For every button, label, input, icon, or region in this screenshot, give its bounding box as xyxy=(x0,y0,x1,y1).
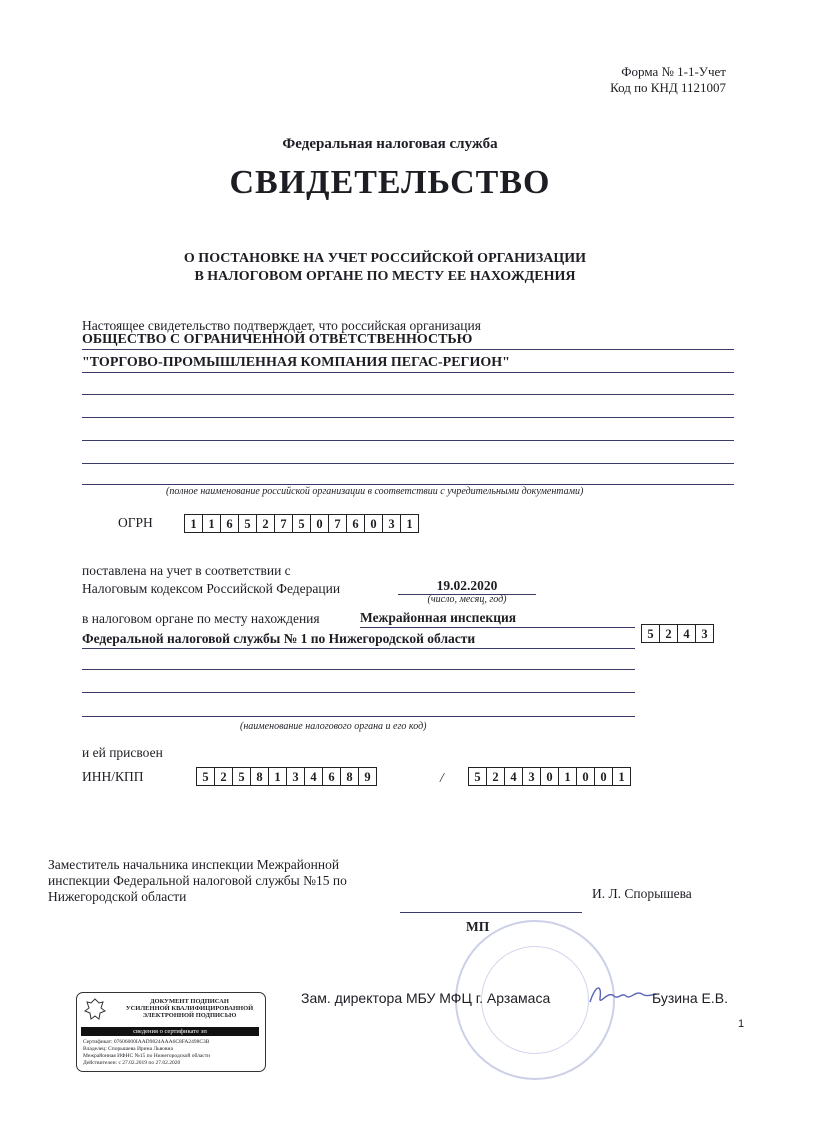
kpp-cells xyxy=(468,767,631,786)
kpp-digit: 3 xyxy=(522,767,541,786)
fill-line xyxy=(82,394,734,395)
esig-valid-value: с 27.02.2019 по 27.02.2020 xyxy=(118,1060,181,1066)
ogrn-digit: 5 xyxy=(292,514,311,533)
org-name-caption: (полное наименование российской организации в соответствии с учредительными документами) xyxy=(166,486,584,497)
ogrn-digit: 3 xyxy=(382,514,401,533)
inn-digit: 5 xyxy=(196,767,215,786)
inn-digit: 8 xyxy=(340,767,359,786)
date-caption: (число, месяц, год) xyxy=(427,594,507,605)
authority-line-2: Федеральной налоговой службы № 1 по Нижегородской области xyxy=(82,631,476,646)
position-line-1: Заместитель начальника инспекции Межрайонной xyxy=(48,857,340,872)
knd-code: Код по КНД 1121007 xyxy=(610,80,726,95)
ogrn-digit: 7 xyxy=(328,514,347,533)
mfc-signatory-name: Бузина Е.В. xyxy=(652,990,728,1006)
document-subtitle xyxy=(0,250,770,286)
inn-digit: 3 xyxy=(286,767,305,786)
esig-owner-row xyxy=(83,1046,173,1052)
authority-code-digit: 4 xyxy=(677,624,696,643)
fill-line xyxy=(82,349,734,350)
fill-line xyxy=(82,484,734,485)
kpp-digit: 4 xyxy=(504,767,523,786)
signatory-name: И. Л. Спорышева xyxy=(592,886,692,901)
org-name-line-2: "ТОРГОВО-ПРОМЫШЛЕННАЯ КОМПАНИЯ ПЕГАС-РЕГИОН" xyxy=(82,355,510,370)
position-line-3: Нижегородской области xyxy=(48,889,187,904)
fill-line xyxy=(82,669,635,670)
fill-line xyxy=(82,372,734,373)
fill-line xyxy=(82,440,734,441)
esig-cert-bar: сведения о сертификате эп xyxy=(81,1027,259,1036)
place-text: в налоговом органе по месту нахождения xyxy=(82,611,320,626)
ogrn-digit: 5 xyxy=(238,514,257,533)
esig-valid-row xyxy=(83,1060,180,1066)
signature-line xyxy=(400,912,582,913)
inn-digit: 4 xyxy=(304,767,323,786)
fill-line xyxy=(82,417,734,418)
registration-date: 19.02.2020 xyxy=(398,578,536,595)
ogrn-label: ОГРН xyxy=(118,515,153,530)
form-code-block xyxy=(610,64,726,96)
fill-line xyxy=(82,648,635,649)
ogrn-digit: 2 xyxy=(256,514,275,533)
seal-label: МП xyxy=(466,919,490,934)
assigned-text: и ей присвоен xyxy=(82,745,163,760)
inn-digit: 6 xyxy=(322,767,341,786)
esig-cert-value: 07606000IAAD9824AAA6C8FA2498C3B xyxy=(113,1039,210,1045)
form-number: Форма № 1-1-Учет xyxy=(621,64,726,79)
authority-code-cells xyxy=(641,624,714,643)
esig-line-1: ДОКУМЕНТ ПОДПИСАН xyxy=(150,998,229,1005)
esig-org-row: Межрайонная ИФНС №15 по Нижегородской области xyxy=(83,1053,211,1059)
ogrn-digit: 0 xyxy=(310,514,329,533)
agency-name: Федеральная налоговая служба xyxy=(282,136,498,152)
position-line-2: инспекции Федеральной налоговой службы №15 по xyxy=(48,873,347,888)
signatory-position xyxy=(48,857,347,905)
ogrn-digit: 1 xyxy=(202,514,221,533)
document-title: СВИДЕТЕЛЬСТВО xyxy=(229,164,551,201)
mfc-certification-text: Зам. директора МБУ МФЦ г. Арзамаса xyxy=(301,990,551,1006)
authority-code-digit: 2 xyxy=(659,624,678,643)
esig-owner-value: Спорышева Ирина Львовна xyxy=(108,1046,173,1052)
kpp-digit: 5 xyxy=(468,767,487,786)
authority-code-digit: 3 xyxy=(695,624,714,643)
fill-line xyxy=(82,716,635,717)
kpp-digit: 0 xyxy=(576,767,595,786)
inn-cells xyxy=(196,767,377,786)
inn-digit: 8 xyxy=(250,767,269,786)
kpp-digit: 1 xyxy=(558,767,577,786)
fill-line xyxy=(82,463,734,464)
ogrn-digit: 1 xyxy=(184,514,203,533)
inn-kpp-label: ИНН/КПП xyxy=(82,769,144,784)
ogrn-digit: 6 xyxy=(346,514,365,533)
inn-digit: 2 xyxy=(214,767,233,786)
kpp-digit: 0 xyxy=(540,767,559,786)
inn-digit: 5 xyxy=(232,767,251,786)
esig-cert-label: Сертификат: xyxy=(83,1039,113,1045)
esig-line-2: УСИЛЕННОЙ КВАЛИФИЦИРОВАННОЙ xyxy=(125,1005,254,1012)
intro-text: Настоящее свидетельство подтверждает, что российская организация xyxy=(82,318,481,333)
registration-text-1: поставлена на учет в соответствии с xyxy=(82,563,291,578)
page-number: 1 xyxy=(738,1018,745,1030)
esig-owner-label: Владелец: xyxy=(83,1046,107,1052)
subtitle-line-2: В НАЛОГОВОМ ОРГАНЕ ПО МЕСТУ ЕЕ НАХОЖДЕНИЯ xyxy=(194,269,576,284)
ogrn-digit: 7 xyxy=(274,514,293,533)
esig-cert-row xyxy=(83,1039,209,1045)
esig-header xyxy=(117,998,262,1019)
ogrn-digit: 1 xyxy=(400,514,419,533)
registration-text-2: Налоговым кодексом Российской Федерации xyxy=(82,581,341,596)
ogrn-cells xyxy=(184,514,419,533)
inn-kpp-separator: / xyxy=(440,770,444,785)
emblem-icon xyxy=(83,997,107,1023)
electronic-signature-stamp xyxy=(76,992,266,1072)
authority-caption: (наименование налогового органа и его код) xyxy=(240,721,427,732)
org-name-line-1: ОБЩЕСТВО С ОГРАНИЧЕННОЙ ОТВЕТСТВЕННОСТЬЮ xyxy=(82,332,473,347)
authority-code-digit: 5 xyxy=(641,624,660,643)
esig-valid-label: Действителен: xyxy=(83,1060,118,1066)
inn-digit: 9 xyxy=(358,767,377,786)
handwritten-signature xyxy=(586,980,658,1012)
fill-line xyxy=(360,627,635,628)
kpp-digit: 0 xyxy=(594,767,613,786)
inn-digit: 1 xyxy=(268,767,287,786)
fill-line xyxy=(82,692,635,693)
kpp-digit: 2 xyxy=(486,767,505,786)
ogrn-digit: 6 xyxy=(220,514,239,533)
ogrn-digit: 0 xyxy=(364,514,383,533)
esig-line-3: ЭЛЕКТРОННОЙ ПОДПИСЬЮ xyxy=(142,1012,237,1019)
authority-line-1: Межрайонная инспекция xyxy=(360,610,517,625)
kpp-digit: 1 xyxy=(612,767,631,786)
subtitle-line-1: О ПОСТАНОВКЕ НА УЧЕТ РОССИЙСКОЙ ОРГАНИЗАЦИИ xyxy=(183,251,587,266)
